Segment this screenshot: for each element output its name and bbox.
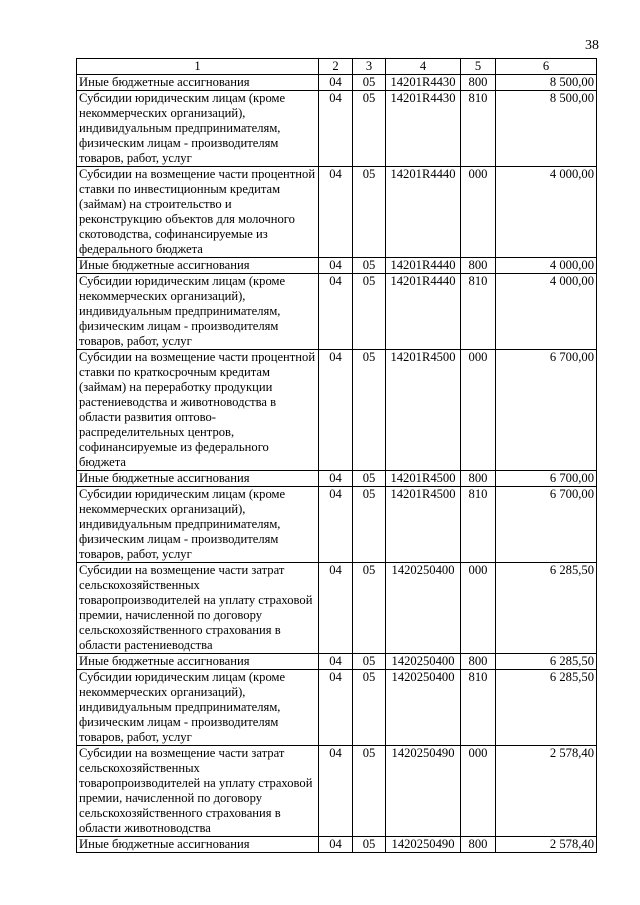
row-subsection: 05 (353, 746, 386, 837)
row-target-code: 14201R4440 (386, 258, 461, 274)
row-section: 04 (319, 274, 353, 350)
row-expense-type: 810 (461, 91, 496, 167)
row-target-code: 1420250400 (386, 563, 461, 654)
row-name: Субсидии юридическим лицам (кроме некоммерческих организаций), индивидуальным предпринимателям, физическим лицам - производителям товаров, работ, услуг (77, 670, 319, 746)
row-sum: 2 578,40 (496, 837, 597, 853)
row-sum: 8 500,00 (496, 75, 597, 91)
table-row (77, 91, 597, 167)
row-target-code: 14201R4440 (386, 167, 461, 258)
table-row (77, 350, 597, 471)
row-name: Иные бюджетные ассигнования (77, 75, 319, 91)
header-col-3: 3 (353, 59, 386, 75)
header-col-6: 6 (496, 59, 597, 75)
row-subsection: 05 (353, 837, 386, 853)
row-sum: 4 000,00 (496, 274, 597, 350)
header-col-1: 1 (77, 59, 319, 75)
header-col-2: 2 (319, 59, 353, 75)
row-target-code: 1420250400 (386, 670, 461, 746)
row-name: Субсидии на возмещение части затрат сельскохозяйственных товаропроизводителей на уплату страховой премии, начисленной по договору сельскохозяйственного страхования в области животноводства (77, 746, 319, 837)
row-name: Иные бюджетные ассигнования (77, 837, 319, 853)
row-section: 04 (319, 91, 353, 167)
row-sum: 6 285,50 (496, 670, 597, 746)
budget-table (76, 58, 597, 853)
row-target-code: 1420250490 (386, 837, 461, 853)
row-section: 04 (319, 258, 353, 274)
table-row (77, 563, 597, 654)
row-sum: 2 578,40 (496, 746, 597, 837)
row-expense-type: 800 (461, 654, 496, 670)
row-sum: 6 700,00 (496, 350, 597, 471)
row-sum: 8 500,00 (496, 91, 597, 167)
table-row (77, 471, 597, 487)
row-name: Субсидии юридическим лицам (кроме некоммерческих организаций), индивидуальным предпринимателям, физическим лицам - производителям товаров, работ, услуг (77, 487, 319, 563)
row-subsection: 05 (353, 471, 386, 487)
row-section: 04 (319, 487, 353, 563)
table-row (77, 274, 597, 350)
row-expense-type: 810 (461, 274, 496, 350)
row-name: Субсидии на возмещение части затрат сельскохозяйственных товаропроизводителей на уплату страховой премии, начисленной по договору сельскохозяйственного страхования в области растениеводства (77, 563, 319, 654)
row-section: 04 (319, 563, 353, 654)
table-row (77, 837, 597, 853)
table-row (77, 167, 597, 258)
row-name: Субсидии на возмещение части процентной ставки по инвестиционным кредитам (займам) на строительство и реконструкцию объектов для молочного скотоводства, софинансируемые из федерального бюджета (77, 167, 319, 258)
page-number: 38 (585, 38, 599, 53)
row-target-code: 14201R4440 (386, 274, 461, 350)
row-section: 04 (319, 350, 353, 471)
row-name: Субсидии юридическим лицам (кроме некоммерческих организаций), индивидуальным предпринимателям, физическим лицам - производителям товаров, работ, услуг (77, 274, 319, 350)
table-row (77, 258, 597, 274)
row-name: Иные бюджетные ассигнования (77, 471, 319, 487)
row-target-code: 1420250490 (386, 746, 461, 837)
row-section: 04 (319, 746, 353, 837)
row-subsection: 05 (353, 487, 386, 563)
row-subsection: 05 (353, 670, 386, 746)
row-expense-type: 810 (461, 487, 496, 563)
row-subsection: 05 (353, 91, 386, 167)
table-row (77, 75, 597, 91)
row-name: Субсидии юридическим лицам (кроме некоммерческих организаций), индивидуальным предпринимателям, физическим лицам - производителям товаров, работ, услуг (77, 91, 319, 167)
row-subsection: 05 (353, 350, 386, 471)
row-sum: 4 000,00 (496, 258, 597, 274)
row-target-code: 14201R4500 (386, 350, 461, 471)
header-col-5: 5 (461, 59, 496, 75)
table-header-row (77, 59, 597, 75)
table-row (77, 746, 597, 837)
table-row (77, 654, 597, 670)
row-target-code: 14201R4500 (386, 471, 461, 487)
row-section: 04 (319, 670, 353, 746)
row-name: Иные бюджетные ассигнования (77, 258, 319, 274)
row-subsection: 05 (353, 563, 386, 654)
header-col-4: 4 (386, 59, 461, 75)
row-target-code: 14201R4430 (386, 75, 461, 91)
row-section: 04 (319, 471, 353, 487)
row-target-code: 14201R4500 (386, 487, 461, 563)
row-sum: 6 700,00 (496, 471, 597, 487)
row-expense-type: 800 (461, 258, 496, 274)
row-sum: 6 285,50 (496, 563, 597, 654)
row-expense-type: 800 (461, 471, 496, 487)
row-expense-type: 000 (461, 563, 496, 654)
row-subsection: 05 (353, 274, 386, 350)
row-sum: 6 700,00 (496, 487, 597, 563)
row-name: Субсидии на возмещение части процентной ставки по краткосрочным кредитам (займам) на переработку продукции растениеводства и животноводства в области развития оптово-распределительных центров, софинансируемые из федерального бюджета (77, 350, 319, 471)
row-subsection: 05 (353, 167, 386, 258)
row-expense-type: 800 (461, 75, 496, 91)
row-sum: 4 000,00 (496, 167, 597, 258)
row-subsection: 05 (353, 75, 386, 91)
row-section: 04 (319, 654, 353, 670)
row-expense-type: 810 (461, 670, 496, 746)
row-expense-type: 000 (461, 746, 496, 837)
row-target-code: 14201R4430 (386, 91, 461, 167)
row-section: 04 (319, 167, 353, 258)
row-expense-type: 800 (461, 837, 496, 853)
row-name: Иные бюджетные ассигнования (77, 654, 319, 670)
row-section: 04 (319, 75, 353, 91)
row-section: 04 (319, 837, 353, 853)
row-sum: 6 285,50 (496, 654, 597, 670)
row-expense-type: 000 (461, 167, 496, 258)
table-row (77, 670, 597, 746)
table-row (77, 487, 597, 563)
row-target-code: 1420250400 (386, 654, 461, 670)
row-subsection: 05 (353, 654, 386, 670)
row-subsection: 05 (353, 258, 386, 274)
row-expense-type: 000 (461, 350, 496, 471)
